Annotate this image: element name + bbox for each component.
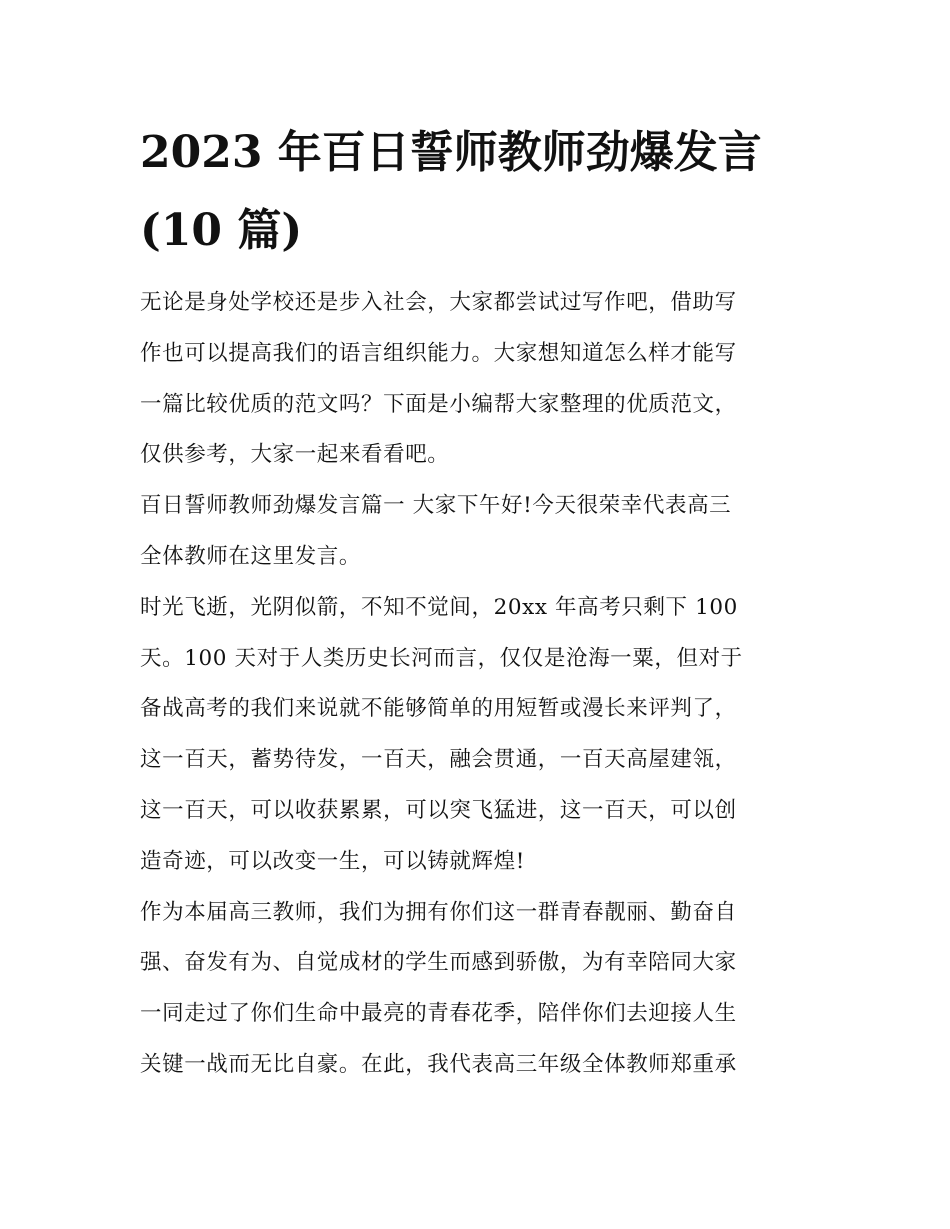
text-line: 造奇迹，可以改变一生，可以铸就辉煌! bbox=[140, 848, 525, 874]
title-line-1: 2023 年百日誓师教师劲爆发言 bbox=[140, 127, 762, 178]
title-line-2: (10 篇) bbox=[140, 205, 303, 256]
text-line: 一篇比较优质的范文吗？下面是小编帮大家整理的优质范文， bbox=[140, 391, 737, 417]
text-line: 时光飞逝，光阴似箭，不知不觉间，20xx 年高考只剩下 100 bbox=[140, 594, 738, 620]
text-line: 关键一战而无比自豪。在此，我代表高三年级全体教师郑重承 bbox=[140, 1051, 737, 1077]
text-line: 这一百天，可以收获累累，可以突飞猛进，这一百天，可以创 bbox=[140, 797, 737, 823]
text-line: 百日誓师教师劲爆发言篇一 大家下午好!今天很荣幸代表高三 bbox=[140, 493, 732, 519]
text-line: 强、奋发有为、自觉成材的学生而感到骄傲，为有幸陪同大家 bbox=[140, 950, 737, 976]
text-line: 作也可以提高我们的语言组织能力。大家想知道怎么样才能写 bbox=[140, 340, 737, 366]
text-line: 全体教师在这里发言。 bbox=[140, 543, 362, 569]
text-line: 一同走过了你们生命中最亮的青春花季，陪伴你们去迎接人生 bbox=[140, 1001, 737, 1027]
document-title bbox=[140, 114, 810, 270]
text-line: 仅供参考，大家一起来看看吧。 bbox=[140, 442, 450, 468]
document-body bbox=[140, 278, 820, 1091]
text-line: 备战高考的我们来说就不能够简单的用短暂或漫长来评判了， bbox=[140, 696, 737, 722]
text-line: 天。100 天对于人类历史长河而言，仅仅是沧海一粟，但对于 bbox=[140, 645, 743, 671]
text-line: 无论是身处学校还是步入社会，大家都尝试过写作吧，借助写 bbox=[140, 290, 737, 315]
text-line: 这一百天，蓄势待发，一百天，融会贯通，一百天高屋建瓴， bbox=[140, 747, 737, 773]
text-line: 作为本届高三教师，我们为拥有你们这一群青春靓丽、勤奋自 bbox=[140, 899, 737, 925]
